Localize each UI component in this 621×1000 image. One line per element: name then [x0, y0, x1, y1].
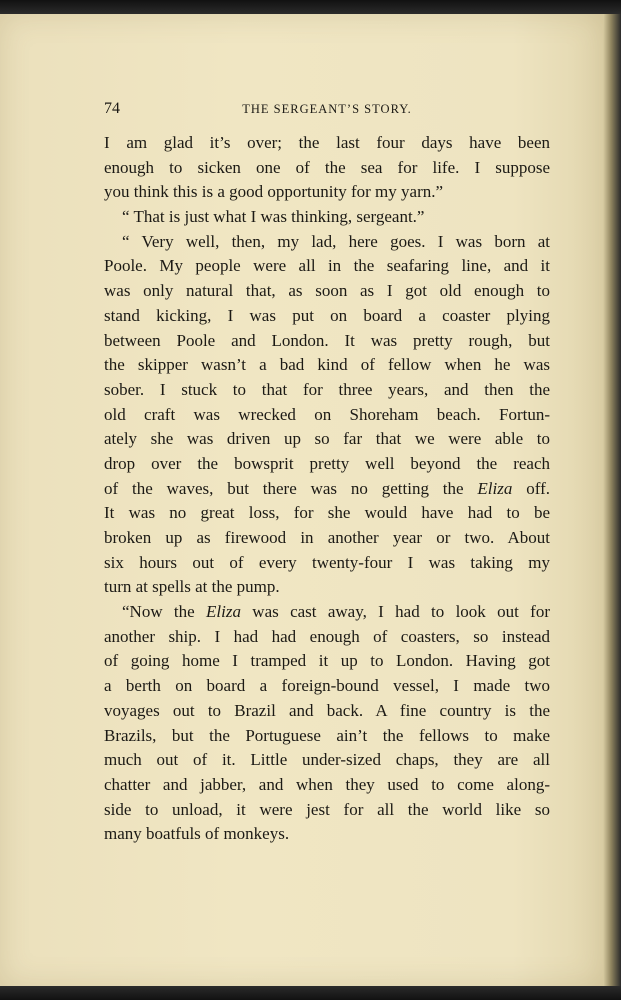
- text-line: [104, 254, 550, 279]
- text-segment: drop over the bowsprit pretty well beyond the reach: [104, 453, 550, 473]
- italic-text: Eliza: [206, 602, 241, 622]
- text-line: [104, 279, 550, 304]
- text-line: [104, 748, 550, 773]
- text-line: [104, 600, 550, 625]
- text-segment: Poole. My people were all in the seafaring line, and it: [104, 256, 550, 276]
- text-line: [104, 822, 550, 847]
- text-segment: much out of it. Little under-sized chaps, they are all: [104, 750, 550, 770]
- text-line: [104, 427, 550, 452]
- text-segment: turn at spells at the pump.: [104, 577, 280, 597]
- text-segment: I am glad it’s over; the last four days have been: [104, 133, 550, 152]
- text-segment: the skipper wasn’t a bad kind of fellow when he was: [104, 355, 550, 375]
- text-line: [104, 649, 550, 674]
- top-shadow: [0, 0, 621, 14]
- text-line: [104, 156, 550, 181]
- text-segment: “ Very well, then, my lad, here goes. I was born at: [122, 231, 550, 251]
- text-line: [104, 180, 550, 205]
- text-segment: voyages out to Brazil and back. A fine country is the: [104, 700, 550, 720]
- text-segment: six hours out of every twenty-four I was taking my: [104, 552, 550, 572]
- text-line: [104, 773, 550, 798]
- text-line: [104, 699, 550, 724]
- text-line: [104, 501, 550, 526]
- text-line: [104, 131, 550, 156]
- text-line: [104, 551, 550, 576]
- text-segment: you think this is a good opportunity for my yarn.”: [104, 182, 444, 202]
- running-head: [104, 100, 550, 124]
- text-line: [104, 452, 550, 477]
- text-line: [104, 205, 550, 230]
- text-segment: ately she was driven up so far that we were able to: [104, 429, 550, 449]
- text-segment: “ That is just what I was thinking, sergeant.”: [122, 207, 425, 227]
- text-segment: of going home I tramped it up to London. Having got: [104, 651, 550, 671]
- text-segment: Brazils, but the Portuguese ain’t the fellows to make: [104, 725, 550, 745]
- text-segment: between Poole and London. It was pretty rough, but: [104, 330, 550, 350]
- text-segment: “Now the: [122, 602, 207, 622]
- text-line: [104, 724, 550, 749]
- text-segment: stand kicking, I was put on board a coaster plying: [104, 305, 550, 325]
- text-line: [104, 625, 550, 650]
- text-line: [104, 353, 550, 378]
- text-segment: was only natural that, as soon as I got old enough to: [104, 281, 550, 301]
- text-line: [104, 477, 550, 502]
- text-segment: sober. I stuck to that for three years, and then the: [104, 379, 550, 399]
- text-segment: of the waves, but there was no getting the: [104, 478, 478, 498]
- text-segment: enough to sicken one of the sea for life. I suppose: [104, 157, 550, 177]
- text-segment: a berth on board a foreign-bound vessel, I made two: [104, 676, 550, 696]
- text-segment: broken up as firewood in another year or two. About: [104, 528, 550, 547]
- running-title: THE SERGEANT’S STORY.: [242, 102, 412, 116]
- text-segment: was cast away, I had to look out for: [240, 602, 550, 622]
- text-line: [104, 403, 550, 428]
- page-edge: [603, 14, 621, 986]
- page-number: 74: [104, 100, 120, 117]
- bottom-shadow: [0, 986, 621, 1000]
- text-segment: another ship. I had had enough of coasters, so instead: [104, 626, 550, 646]
- text-segment: old craft was wrecked on Shoreham beach. Fortun-: [104, 404, 550, 424]
- text-line: [104, 378, 550, 403]
- text-line: [104, 798, 550, 823]
- body-text: [104, 131, 550, 847]
- text-segment: off.: [512, 478, 550, 498]
- text-line: [104, 329, 550, 354]
- text-segment: It was no great loss, for she would have had to be: [104, 503, 550, 523]
- text-line: [104, 674, 550, 699]
- text-segment: side to unload, it were jest for all the world like so: [104, 799, 550, 819]
- italic-text: Eliza: [477, 478, 513, 498]
- text-segment: chatter and jabber, and when they used to come along-: [104, 774, 550, 794]
- text-line: [104, 230, 550, 255]
- text-line: [104, 575, 550, 600]
- text-segment: many boatfuls of monkeys.: [104, 824, 290, 844]
- text-line: [104, 526, 550, 551]
- text-line: [104, 304, 550, 329]
